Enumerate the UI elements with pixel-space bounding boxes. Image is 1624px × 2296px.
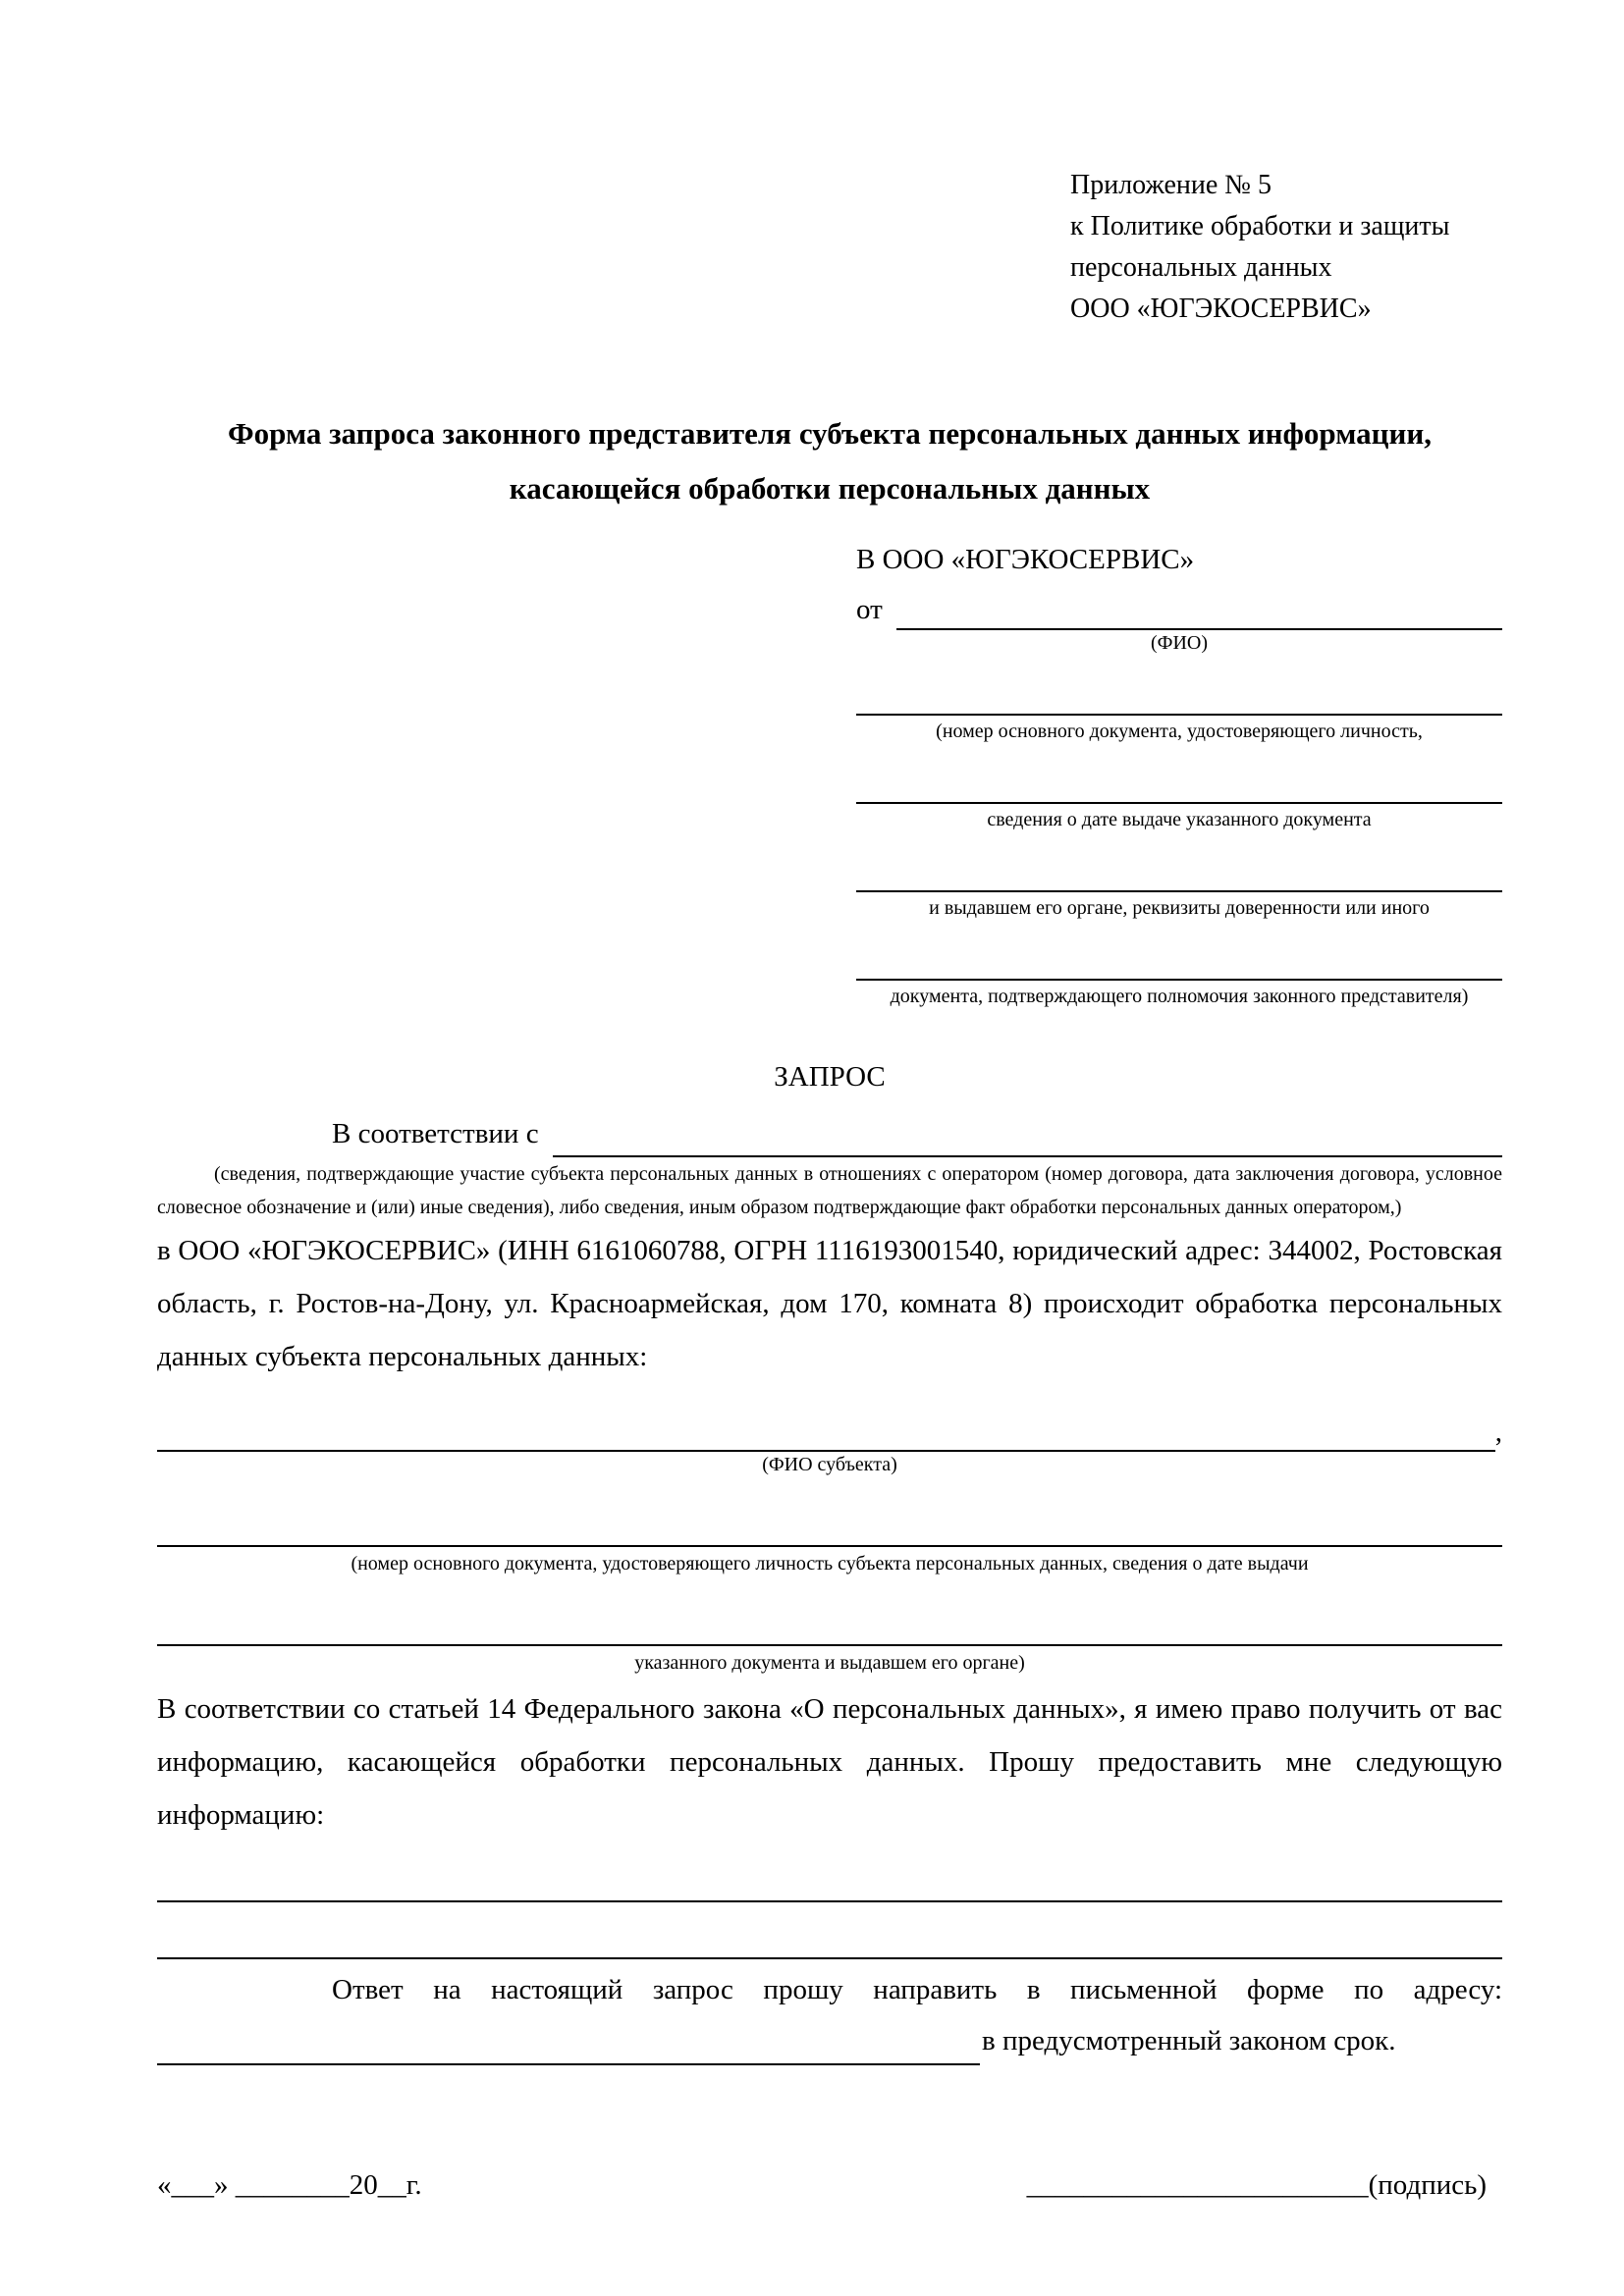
blank-line	[856, 957, 1502, 981]
accordance-blank-line	[553, 1118, 1502, 1157]
reply-suffix: в предусмотренный законом срок.	[982, 2025, 1396, 2056]
blank-line	[856, 780, 1502, 804]
information-blank-line	[157, 1957, 1502, 1959]
blank-line	[856, 692, 1502, 716]
blank-line	[856, 869, 1502, 892]
from-blank-line	[896, 591, 1502, 630]
subject-fio-blank-line	[157, 1413, 1495, 1452]
document-title: Форма запроса законного представителя субъекта персональных данных информации, касающейся обработки персональных данных	[228, 416, 1432, 506]
field-caption: (номер основного документа, удостоверяющего личность субъекта персональных данных, сведения о дате выдачи	[351, 1553, 1309, 1575]
accordance-caption: (сведения, подтверждающие участие субъекта персональных данных в отношениях с оператором (номер договора, дата заключения договора, условное словесное обозначение и (или) иные сведения), либо сведения, иным образом подтверждающие факт обработки персональных данных оператором,)	[157, 1163, 1502, 1218]
annex-line: ООО «ЮГЭКОСЕРВИС»	[1070, 294, 1372, 324]
accordance-label: В соответствии с	[332, 1118, 539, 1149]
law-paragraph: В соответствии со статьей 14 Федерального закона «О персональных данных», я имею право получить от вас информацию, касающейся обработки персональных данных. Прошу предоставить мне следующую информацию:	[157, 1693, 1502, 1831]
field-caption: и выдавшем его органе, реквизиты доверенности или иного	[929, 897, 1430, 919]
accordance-field	[157, 1110, 1502, 1157]
date-line: «___» ________20__г.	[157, 2169, 422, 2201]
issue-date-field	[856, 780, 1502, 833]
operator-paragraph: в ООО «ЮГЭКОСЕРВИС» (ИНН 6161060788, ОГРН 1116193001540, юридический адрес: 344002, Ростовская область, г. Ростов-на-Дону, ул. Красноармейская, дом 170, комната 8) происходит обработка персональных данных субъекта персональных данных:	[157, 1235, 1502, 1372]
issuing-authority-field	[856, 869, 1502, 922]
reply-address-field	[157, 2016, 1502, 2065]
annex-block	[1070, 165, 1502, 330]
subject-fio-suffix: ,	[1494, 1416, 1502, 1448]
blank-line	[157, 1522, 1502, 1547]
subject-fio-field	[157, 1413, 1502, 1452]
field-caption: указанного документа и выдавшем его органе)	[634, 1652, 1025, 1674]
authority-document-field	[856, 957, 1502, 1010]
reply-address-blank-line	[157, 2026, 980, 2065]
subject-authority-field	[157, 1621, 1502, 1677]
footer-row	[157, 2163, 1502, 2207]
from-label: от	[856, 594, 883, 625]
blank-line	[157, 1621, 1502, 1646]
document-number-field	[856, 692, 1502, 745]
reply-paragraph: Ответ на настоящий запрос прошу направить в письменной форме по адресу:	[332, 1974, 1502, 2005]
request-heading: ЗАПРОС	[774, 1061, 886, 1093]
annex-line: к Политике обработки и защиты	[1070, 211, 1450, 241]
field-caption: документа, подтверждающего полномочия законного представителя)	[890, 986, 1469, 1007]
information-blank-line	[157, 1900, 1502, 1902]
field-caption: (номер основного документа, удостоверяющего личность,	[936, 721, 1423, 742]
addressee-block	[856, 538, 1502, 1010]
fio-caption: (ФИО)	[1150, 632, 1208, 654]
from-field	[856, 589, 1502, 630]
subject-fio-caption: (ФИО субъекта)	[762, 1454, 897, 1475]
signature-line: ________________________(подпись)	[1026, 2169, 1487, 2201]
field-caption: сведения о дате выдаче указанного документа	[987, 809, 1372, 830]
annex-line: Приложение № 5	[1070, 170, 1272, 200]
annex-line: персональных данных	[1070, 252, 1332, 283]
subject-document-field	[157, 1522, 1502, 1577]
addressee-to: В ООО «ЮГЭКОСЕРВИС»	[856, 544, 1195, 575]
